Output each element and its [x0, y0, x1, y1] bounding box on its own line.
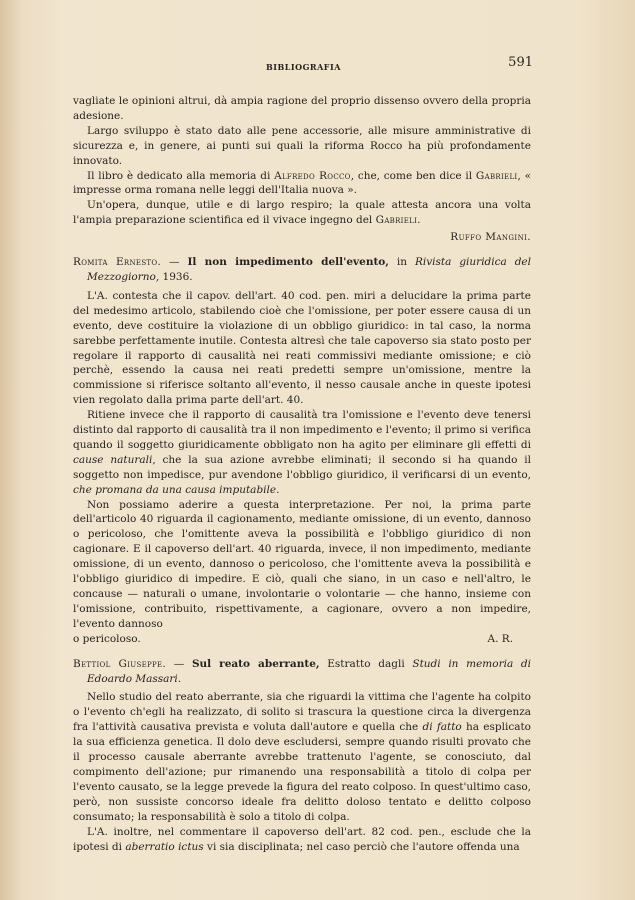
paragraph: L'A. contesta che il capov. dell'art. 40 cod. pen. miri a delucidare la prima parte del medesimo articolo, stabilendo cioè che l'omissione, per poter essere causa di un evento, deve costituire la violazione di un obbligo giuridico: in tal caso, la norma sarebbe perfettamente inutile. Contesta altresì che tale capoverso sia stato posto per regolare il rapporto di causalità nei reati commissivi mediante omissione; e ciò perchè, essendo la causa nei reati predetti sempre un'omissione, mentre la commissione si riferisce soltanto all'evento, il nesso causale anche in queste ipotesi vien regolato dalla prima parte dell'art. 40.: [73, 289, 531, 407]
review-heading: Romita Ernesto. — Il non impedimento dell'evento, in Rivista giuridica del Mezzogiorno, 1936.: [73, 256, 532, 283]
page-number: 591: [508, 55, 533, 70]
review-title: Sul reato aberrante,: [191, 657, 320, 670]
paragraph: Un'opera, dunque, utile e di largo respiro; la quale attesta ancora una volta l'ampia preparazione scientifica ed il vivace ingegno del Gabrieli.: [73, 199, 531, 227]
reviewer-signature: Ruffo Mangini.: [450, 231, 531, 244]
paragraph: Nello studio del reato aberrante, sia che riguardi la vittima che l'agente ha colpito o l'evento ch'egli ha realizzato, di solito si trascura la questione circa la divergenza fra l'attività causativa prevista e voluta dall'autore e quella che di fatto ha esplicato la sua efficienza genetica. Il dolo deve escludersi, sempre quando risulti provato che il processo causale aberrante avrebbe trattenuto l'agente, se conosciuto, dal compimento dell'azione; pur rimanendo una responsabilità a titolo di colpa per l'evento causato, se la legge prevede la figura del reato colposo. In quest'ultimo caso, però, non sussiste concorso ideale fra delitto doloso tentato e delitto colposo consumato; la responsabilità è solo a titolo di colpa.: [73, 691, 532, 823]
page-body: [73, 56, 531, 854]
paragraph: L'A. inoltre, nel commentare il capoverso dell'art. 82 cod. pen., esclude che la ipotesi di aberratio ictus vi sia disciplinata; nel caso perciò che l'autore offenda una: [73, 825, 531, 853]
paragraph: Largo sviluppo è stato dato alle pene accessorie, alle misure amministrative di sicurezza e, in genere, ai punti sui quali la riforma Rocco ha più profondamente innovato.: [73, 124, 531, 167]
reviewer-initials: A. R.: [487, 632, 513, 645]
review-author: Bettiol Giuseppe.: [73, 657, 167, 670]
review-author: Romita Ernesto.: [73, 256, 162, 269]
review-title: Il non impedimento dell'evento,: [187, 256, 389, 269]
paragraph-last-line: o pericoloso. A. R.: [73, 632, 513, 645]
paragraph: Non possiamo aderire a questa interpretazione. Per noi, la prima parte dell'articolo 40 riguarda il cagionamento, mediante omissione, di un evento, dannoso o pericoloso, che l'omittente aveva la possibilità e l'obbligo giuridico di non cagionare. E il capoverso dell'art. 40 riguarda, invece, il non impedimento, mediante omissione, di un evento, dannoso o pericoloso, che l'omittente aveva la possibilità e l'obbligo giuridico di impedire. E ciò, quali che siano, in un caso e nell'altro, le concause — naturali o umane, involontarie o volontarie — che hanno, insieme con l'omissione, contribuito, rispettivamente, a cagionare, ovvero a non impedire, l'evento dannoso: [73, 498, 531, 630]
paragraph: Ritiene invece che il rapporto di causalità tra l'omissione e l'evento deve tenersi distinto dal rapporto di causalità tra il non impedimento e l'evento; il primo si verifica quando il soggetto giuridicamente obbligato non ha agito per eliminare gli effetti di cause naturali, che la sua azione avrebbe eliminati; il secondo si ha quando il soggetto non impedisce, pur avendone l'obbligo giuridico, il verificarsi di un evento, che promana da una causa imputabile.: [73, 409, 531, 496]
review-journal: Rivista giuridica del Mezzogiorno,: [87, 256, 532, 283]
page-header: [73, 56, 531, 72]
paragraph: Il libro è dedicato alla memoria di Alfredo Rocco, che, come ben dice il Gabrieli, « impresse orma romana nelle leggi dell'Italia nuova ».: [73, 169, 531, 197]
paragraph: vagliate le opinioni altrui, dà ampia ragione del proprio dissenso ovvero della propria adesione.: [73, 95, 531, 122]
running-title: BIBLIOGRAFIA: [266, 62, 341, 72]
review-journal: Studi in memoria di Edoardo Massari.: [87, 657, 531, 685]
review-heading: Bettiol Giuseppe. — Sul reato aberrante, Estratto dagli Studi in memoria di Edoardo Massari.: [73, 657, 531, 685]
